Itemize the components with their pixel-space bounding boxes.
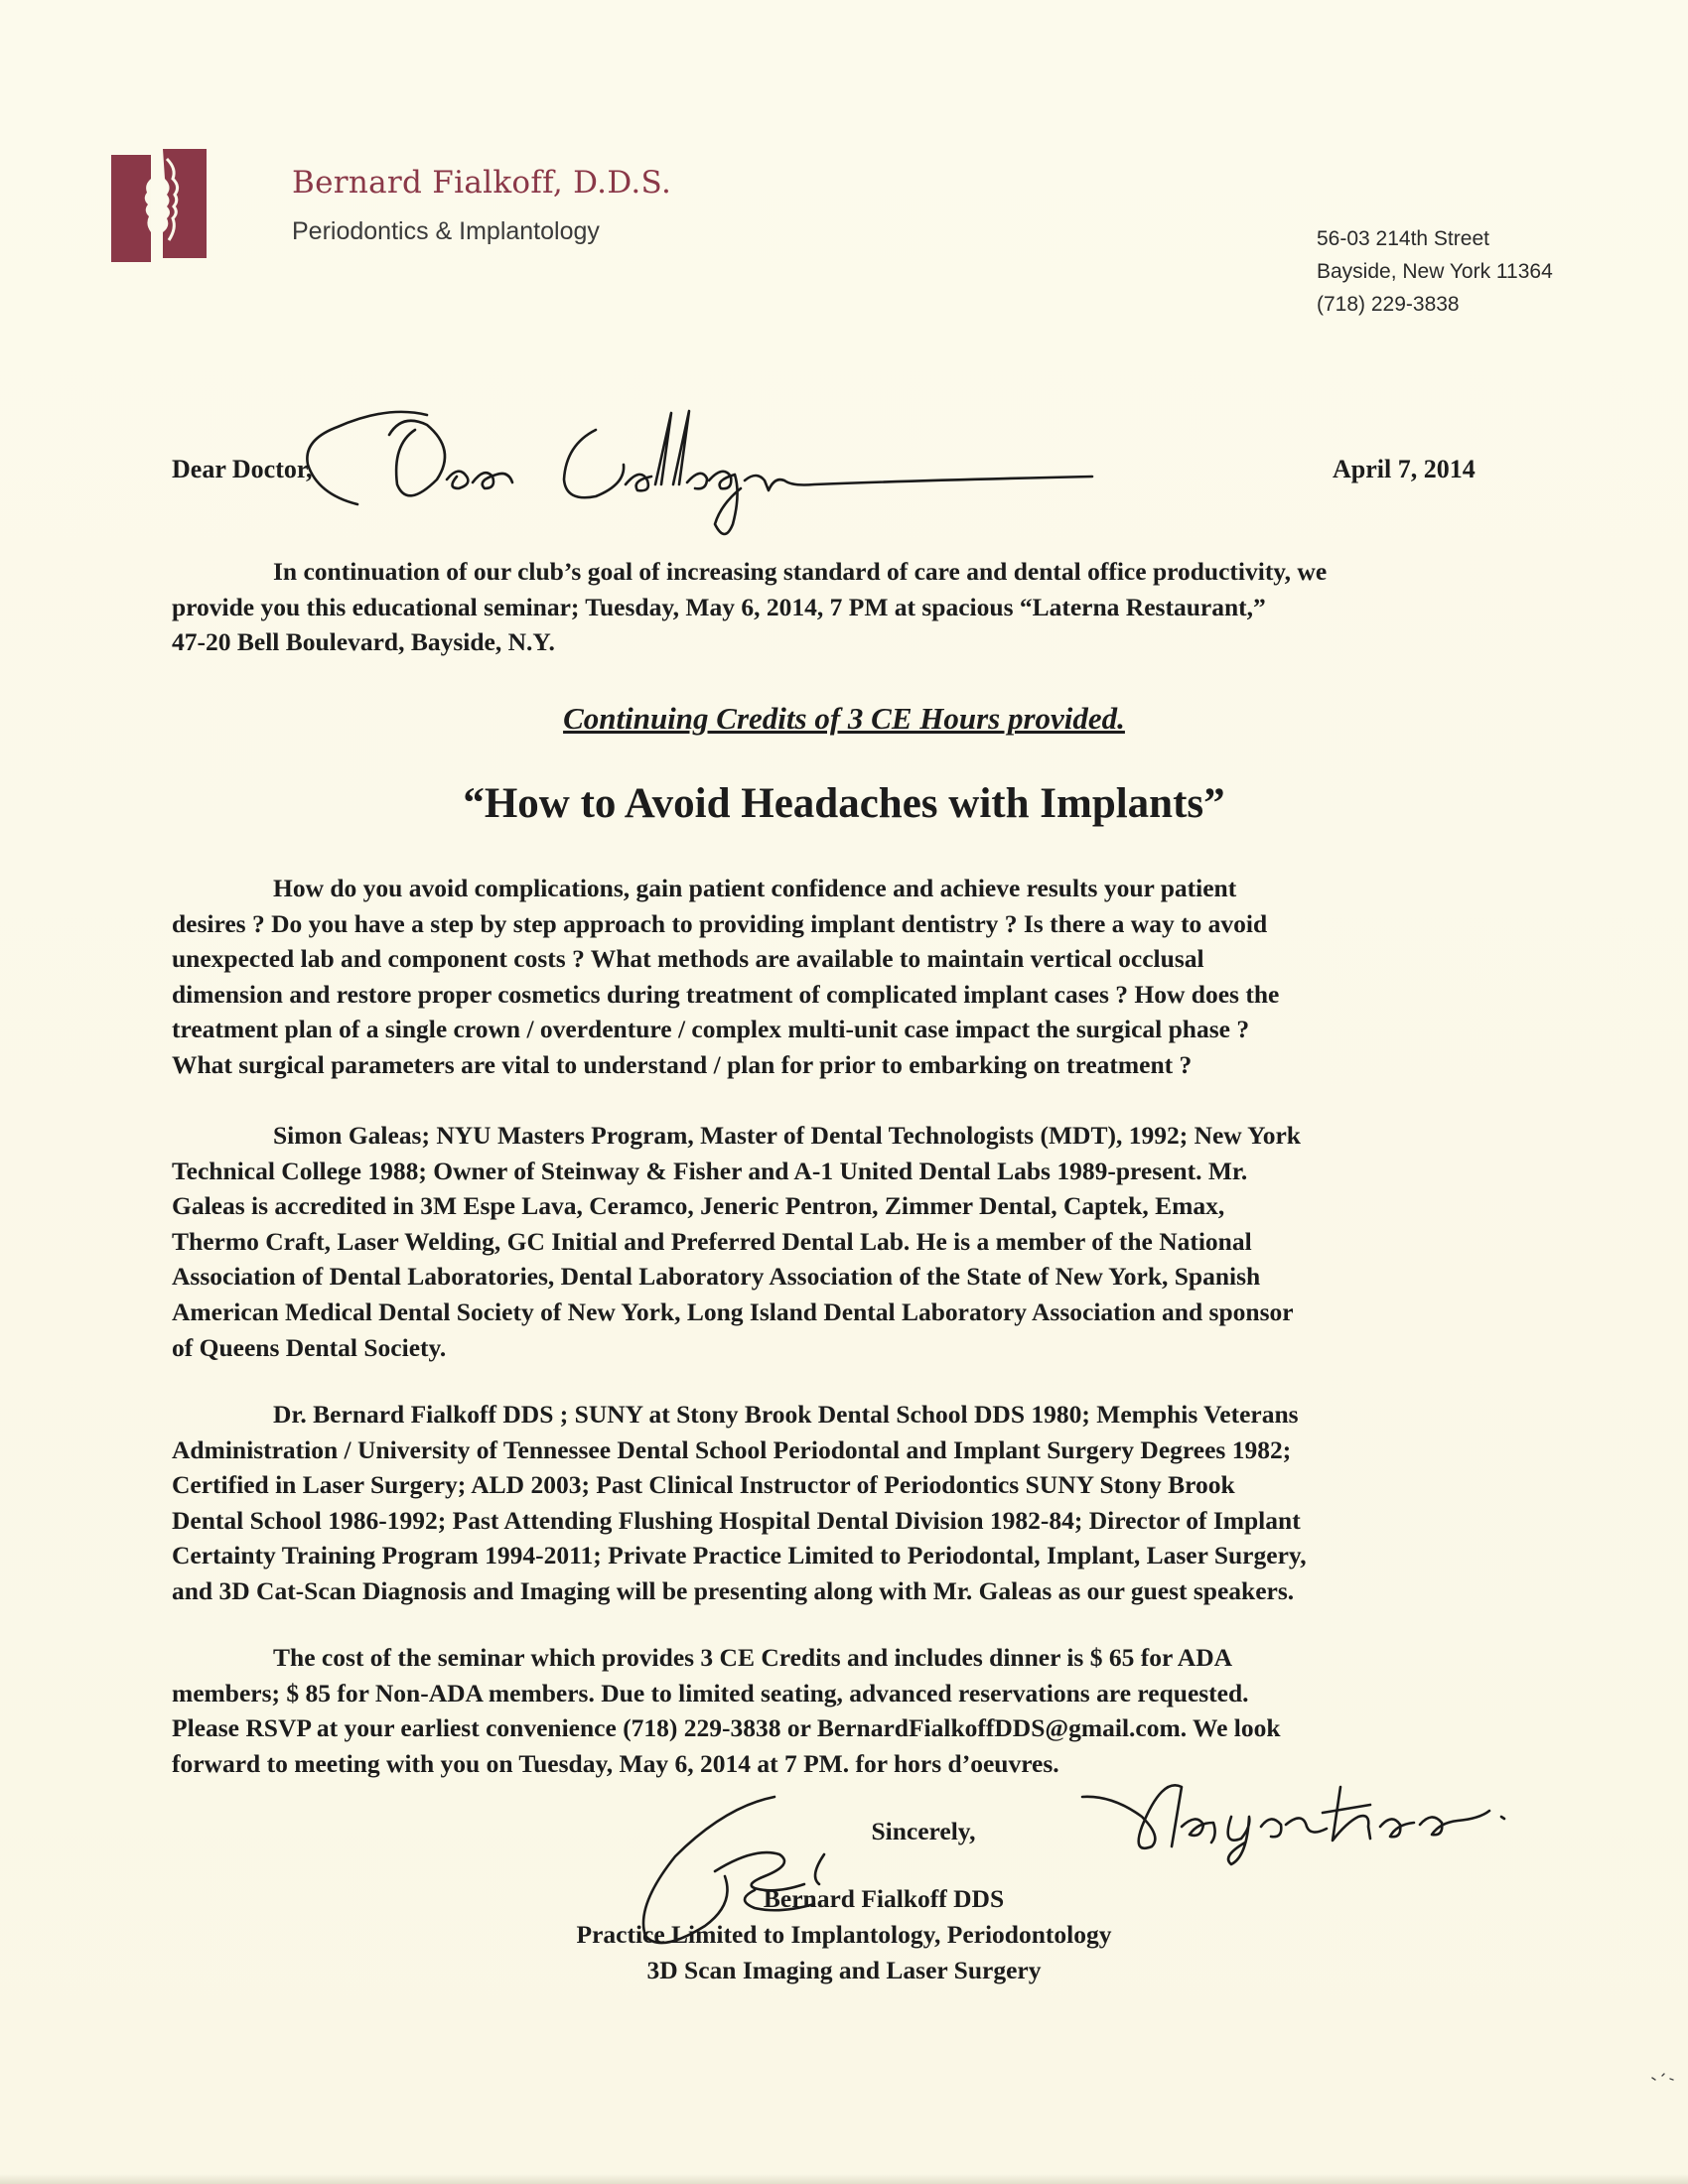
- intro-paragraph: [172, 554, 1552, 660]
- letterhead-specialty: Periodontics & Implantology: [292, 217, 600, 245]
- text-line: Dr. Bernard Fialkoff DDS ; SUNY at Stony Brook Dental School DDS 1980; Memphis Veterans: [273, 1400, 1299, 1429]
- galeas-bio-paragraph: [172, 1118, 1552, 1365]
- text-line: unexpected lab and component costs ? What methods are available to maintain vertical occlusal: [172, 944, 1204, 974]
- text-line: Certified in Laser Surgery; ALD 2003; Past Clinical Instructor of Periodontics SUNY Stony Brook: [172, 1470, 1235, 1500]
- text-line: Please RSVP at your earliest convenience (718) 229-3838 or BernardFialkoffDDS@gmail.com. We look: [172, 1713, 1281, 1743]
- profile-faces-logo-icon: [111, 149, 207, 264]
- text-line: provide you this educational seminar; Tuesday, May 6, 2014, 7 PM at spacious “Laterna Restaurant,”: [172, 592, 1266, 621]
- text-line: Administration / University of Tennessee Dental School Periodontal and Implant Surgery Degrees 1982;: [172, 1434, 1292, 1464]
- text-line: Galeas is accredited in 3M Espe Lava, Ceramco, Jeneric Pentron, Zimmer Dental, Captek, Emax,: [172, 1191, 1225, 1221]
- text-line: dimension and restore proper cosmetics during treatment of complicated implant cases ? How does the: [172, 979, 1280, 1009]
- address-phone: (718) 229-3838: [1317, 293, 1460, 316]
- closing-scan: 3D Scan Imaging and Laser Surgery: [646, 1956, 1042, 1984]
- text-line: American Medical Dental Society of New York, Long Island Dental Laboratory Association and sponsor: [172, 1297, 1294, 1326]
- letterhead-name: Bernard Fialkoff, D.D.S.: [292, 165, 672, 201]
- closing-name: Bernard Fialkoff DDS: [763, 1884, 1005, 1913]
- text-line: desires ? Do you have a step by step approach to providing implant dentistry ? Is there a way to avoid: [172, 908, 1268, 938]
- seminar-title: “How to Avoid Headaches with Implants”: [463, 780, 1225, 827]
- text-line: and 3D Cat-Scan Diagnosis and Imaging will be presenting along with Mr. Galeas as our guest speakers.: [172, 1575, 1295, 1605]
- text-line: members; $ 85 for Non-ADA members. Due to limited seating, advanced reservations are requested.: [172, 1678, 1249, 1707]
- author-signature: [606, 1777, 1023, 1956]
- text-line: The cost of the seminar which provides 3 CE Credits and includes dinner is $ 65 for ADA: [273, 1643, 1233, 1672]
- text-line: forward to meeting with you on Tuesday, May 6, 2014 at 7 PM. for hors d’oeuvres.: [172, 1748, 1059, 1778]
- text-line: In continuation of our club’s goal of increasing standard of care and dental office productivity, we: [273, 557, 1328, 586]
- fialkoff-bio-paragraph: [172, 1397, 1552, 1609]
- text-line: 47-20 Bell Boulevard, Bayside, N.Y.: [172, 627, 555, 657]
- paper-speck-mark: [1648, 2070, 1678, 2084]
- credits-heading: Continuing Credits of 3 CE Hours provided.: [563, 701, 1125, 736]
- closing-practice: Practice Limited to Implantology, Periodontology: [576, 1920, 1112, 1949]
- text-line: Certainty Training Program 1994-2011; Private Practice Limited to Periodontal, Implant, Laser Surgery,: [172, 1541, 1307, 1570]
- text-line: How do you avoid complications, gain patient confidence and achieve results your patient: [273, 874, 1237, 902]
- text-line: Dental School 1986-1992; Past Attending Flushing Hospital Dental Division 1982-84; Director of Implant: [172, 1505, 1301, 1535]
- questions-paragraph: [172, 871, 1552, 1083]
- letter-date: April 7, 2014: [1333, 455, 1476, 483]
- closing-sincerely: Sincerely,: [871, 1817, 976, 1845]
- text-line: treatment plan of a single crown / overdenture / complex multi-unit case impact the surgical phase ?: [172, 1015, 1250, 1044]
- handwritten-see-you-there-note: [1072, 1747, 1519, 1866]
- text-line: What surgical parameters are vital to understand / plan for prior to embarking on treatment ?: [172, 1049, 1193, 1079]
- office-address: [1317, 222, 1553, 321]
- address-street: 56-03 214th Street: [1317, 227, 1489, 250]
- text-line: Association of Dental Laboratories, Dental Laboratory Association of the State of New York, Spanish: [172, 1262, 1261, 1292]
- address-city: Bayside, New York 11364: [1317, 260, 1553, 283]
- text-line: Simon Galeas; NYU Masters Program, Master of Dental Technologists (MDT), 1992; New York: [273, 1121, 1301, 1150]
- handwritten-dear-colleague-signature: [298, 385, 1132, 544]
- salutation: Dear Doctor,: [172, 455, 313, 483]
- text-line: Technical College 1988; Owner of Steinway & Fisher and A-1 United Dental Labs 1989-present. Mr.: [172, 1156, 1248, 1185]
- page-edge-shadow: [0, 2174, 1688, 2184]
- text-line: of Queens Dental Society.: [172, 1332, 447, 1362]
- text-line: Thermo Craft, Laser Welding, GC Initial and Preferred Dental Lab. He is a member of the National: [172, 1226, 1252, 1256]
